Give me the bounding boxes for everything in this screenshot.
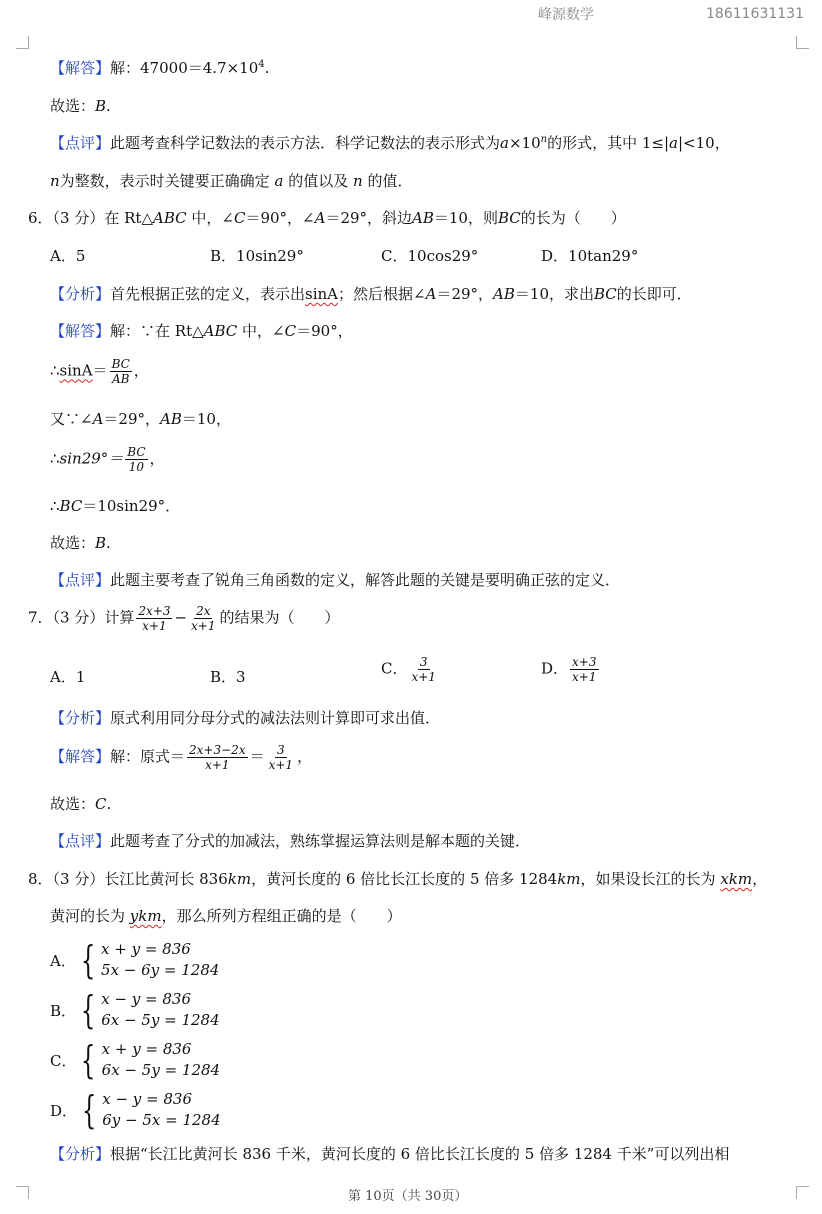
- q7-option-a[interactable]: A．1: [50, 668, 86, 686]
- analysis-tag: 【分析】: [50, 285, 111, 303]
- q6-answer-line1: 【解答】解：∵在 Rt△ABC 中，∠C＝90°，: [50, 322, 353, 340]
- q8-stem-line2: 黄河的长为 ykm，那么所列方程组正确的是（ ）: [50, 907, 402, 925]
- page-number: 第 10页（共 30页）: [348, 1189, 468, 1204]
- q5-choose: 故选：B.: [50, 97, 111, 115]
- q7-option-b[interactable]: B．3: [210, 668, 246, 686]
- q6-choose: 故选：B.: [50, 534, 111, 552]
- analysis-tag: 【分析】: [50, 1145, 111, 1163]
- q6-stem: 6．（3 分）在 Rt△ABC 中，∠C＝90°，∠A＝29°，斜边AB＝10，则BC的长为（ ）: [28, 209, 626, 227]
- q8-stem-line1: 8．（3 分）长江比黄河长 836km，黄河长度的 6 倍比长江长度的 5 倍多 1284km，如果设长江的长为 xkm，: [28, 870, 768, 888]
- review-tag: 【点评】: [50, 832, 111, 850]
- q8-option-c[interactable]: C． { x + y = 836 6x − 5y = 1284: [50, 1038, 221, 1082]
- corner-mark-bottom-left: [16, 1186, 29, 1199]
- fraction-2x-x1: $\frac{2x}{x+1}$: [191, 604, 216, 633]
- q8-analysis: 【分析】根据“长江比黄河长 836 千米，黄河长度的 6 倍比长江长度的 5 倍多 1284 千米”可以列出相: [50, 1145, 730, 1163]
- fraction-2x3-x1: $\frac{2x+3}{x+1}$: [138, 604, 171, 633]
- fraction-bc-ab: $\frac{BC}{AB}$: [111, 357, 130, 386]
- q7-answer: 【解答】解：原式＝ $\frac{2x+3-2x}{x+1}$ ＝ $\frac{3}{x+1}$ ，: [50, 743, 313, 772]
- review-tag: 【点评】: [50, 571, 111, 589]
- answer-tag: 【解答】: [50, 59, 111, 77]
- header-phone: 18611631131: [706, 6, 804, 22]
- q6-answer-line3: 又∵∠A＝29°，AB＝10，: [50, 410, 231, 428]
- q8-option-a[interactable]: A． { x + y = 836 5x − 6y = 1284: [50, 938, 220, 982]
- q6-option-a[interactable]: A．5: [50, 247, 86, 265]
- q5-review-line1: 【点评】此题考查科学记数法的表示方法．科学记数法的表示形式为$a\times 10^n$的形式，其中 1≤|a|<10，: [50, 134, 730, 152]
- q8-option-d[interactable]: D． { x − y = 836 6y − 5x = 1284: [50, 1088, 221, 1132]
- q6-option-d[interactable]: D．10tan29°: [541, 247, 639, 265]
- fraction-bc-10: $\frac{BC}{10}$: [127, 445, 146, 474]
- q6-option-c[interactable]: C．10cos29°: [381, 247, 479, 265]
- corner-mark-top-right: [796, 36, 809, 49]
- q7-option-d[interactable]: D． $\frac{x+3}{x+1}$: [541, 655, 597, 684]
- q6-answer-line2: ∴sinA＝ $\frac{BC}{AB}$ ，: [50, 357, 149, 386]
- corner-mark-top-left: [16, 36, 29, 49]
- q6-analysis: 【分析】首先根据正弦的定义，表示出sinA；然后根据∠A＝29°，AB＝10，求出BC的长即可．: [50, 285, 692, 303]
- q6-answer-line4: ∴sin29°＝ $\frac{BC}{10}$ ，: [50, 445, 165, 474]
- analysis-tag: 【分析】: [50, 709, 111, 727]
- answer-tag: 【解答】: [50, 322, 111, 340]
- q7-review: 【点评】此题考查了分式的加减法，熟练掌握运算法则是解本题的关键．: [50, 832, 531, 850]
- q7-analysis: 【分析】原式利用同分母分式的减法法则计算即可求出值．: [50, 709, 441, 727]
- q6-option-b[interactable]: B．10sin29°: [210, 247, 304, 265]
- answer-tag: 【解答】: [50, 747, 111, 766]
- q7-stem: 7．（3 分）计算 $\frac{2x+3}{x+1}$ − $\frac{2x}{x+1}$ 的结果为（ ）: [28, 604, 340, 633]
- q7-choose: 故选：C.: [50, 795, 112, 813]
- q7-option-c[interactable]: C． $\frac{3}{x+1}$: [381, 655, 436, 684]
- q5-answer: 【解答】解：$47000=4.7\times 10^4$.: [50, 59, 270, 77]
- q8-option-b[interactable]: B． { x − y = 836 6x − 5y = 1284: [50, 988, 220, 1032]
- header-brand: 峰源数学: [538, 7, 594, 23]
- review-tag: 【点评】: [50, 134, 111, 152]
- q6-review: 【点评】此题主要考查了锐角三角函数的定义，解答此题的关键是要明确正弦的定义．: [50, 571, 621, 589]
- corner-mark-bottom-right: [796, 1186, 809, 1199]
- q6-answer-line5: ∴BC＝10sin29°．: [50, 497, 181, 515]
- q5-review-line2: n为整数，表示时关键要正确确定 a 的值以及 n 的值．: [50, 172, 413, 190]
